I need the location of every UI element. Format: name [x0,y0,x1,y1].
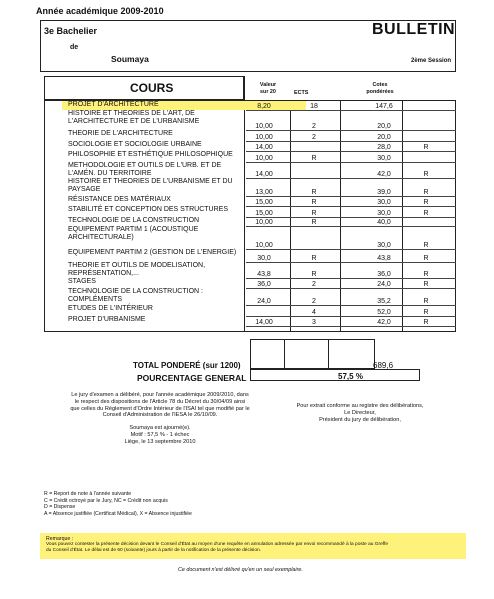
course-name: THEORIE DE L'ARCHITECTURE [68,130,173,137]
table-row [40,178,480,196]
code-cell: R [423,170,429,178]
ects-cell: 3 [312,318,316,326]
valeur-cell: 10,00 [255,218,273,226]
legend-item: C = Crédit octroyé par le Jury, NC = Crédit non acquis [44,497,168,504]
valeur-cell: 14,00 [255,318,273,326]
col-valeur-header: Valeur sur 20 [259,82,277,95]
remark-box [40,533,466,559]
remark-line: Vous pouvez contester la présente décision devant le Conseil d'État au moyen d'une requête en annulation adressée par envoi recommandé à la poste au Greffe [46,542,389,547]
ects-cell: 4 [312,308,316,316]
total-value: 689,6 [373,361,394,370]
cote-cell: 40,0 [377,218,391,226]
signature-line: Pour extrait conforme au registre des délibérations, [296,403,424,409]
col-cotes-header: Cotes pondérées [366,82,394,95]
ects-cell: R [311,270,317,278]
valeur-cell: 14,00 [255,143,273,151]
table-row [40,130,480,141]
ects-cell: R [311,154,317,162]
valeur-cell: 30,0 [257,254,271,262]
code-cell: R [423,254,429,262]
course-name: PROJET D'ARCHITECTURE [68,101,159,108]
course-name: HISTOIRE ET THEORIES DE L'ART, DE L'ARCHITECTURE ET DE L'URBANISME [68,110,200,125]
ects-cell: 2 [312,297,316,305]
table-row [40,305,480,316]
course-name: PROJET D'URBANISME [68,316,146,323]
cote-cell: 28,0 [377,143,391,151]
cote-cell: 20,0 [377,122,391,130]
class-label: 3e Bachelier [44,26,98,36]
col-ects-header: ECTS [294,90,309,96]
valeur-cell: 15,00 [255,209,273,217]
ects-cell: 2 [312,133,316,141]
code-cell: R [423,209,429,217]
table-row [40,196,480,206]
table-row [40,101,480,110]
valeur-cell: 43,8 [257,270,271,278]
code-cell: R [423,188,429,196]
valeur-cell: 10,00 [255,241,273,249]
valeur-cell: 15,00 [255,198,273,206]
cote-cell: 35,2 [377,297,391,305]
cote-cell: 30,0 [377,198,391,206]
cote-cell: 43,8 [377,254,391,262]
legend-item: A = Absence justifiée (Certificat Médical), X = Absence injustifiée [44,510,192,517]
course-name: HISTOIRE ET THEORIES DE L'URBANISME ET DU PAYSAGE [68,178,233,193]
course-name: PHILOSOPHIE ET ESTHÉTIQUE PHILOSOPHIQUE [68,151,233,158]
remark-line: du Conseil d'État. Le délai est de 60 (soixante) jours à partir de la notification de la présente décision. [46,548,262,553]
cote-cell: 36,0 [377,270,391,278]
code-cell: R [423,297,429,305]
cote-cell: 39,0 [377,188,391,196]
code-cell: R [423,270,429,278]
table-row [40,249,480,262]
cote-cell: 42,0 [377,170,391,178]
table-row [40,226,480,249]
valeur-cell: 10,00 [255,133,273,141]
bulletin-title: BULLETIN [372,21,456,38]
jury-line: le respect des dispositions de l'Article 78 du Décret du 30/04/09 ainsi [74,398,246,405]
table-row [40,217,480,226]
cote-cell: 52,0 [377,308,391,316]
academic-year: Année académique 2009-2010 [36,6,164,16]
cours-label: COURS [130,81,174,95]
course-name: EQUIPEMENT PARTIM 2 (GESTION DE L'ENERGIE) [68,249,237,256]
code-cell: R [423,143,429,151]
ects-cell: R [311,209,317,217]
code-cell: R [423,318,429,326]
ects-cell: R [311,254,317,262]
course-name: STABILITÉ ET CONCEPTION DES STRUCTURES [68,206,228,213]
col-divider [328,339,329,369]
course-name: SOCIOLOGIE ET SOCIOLOGIE URBAINE [68,141,202,148]
table-row [40,316,480,326]
remark-title: Remarque : [46,536,74,542]
code-cell: R [423,280,429,288]
totals-box [250,339,375,369]
cote-cell: 147,6 [375,102,393,110]
jury-place-date: Liège, le 13 septembre 2010 [124,438,196,445]
table-row [40,206,480,217]
jury-motif: Motif : 57,5 % - 1 échec [130,431,190,438]
signature-line: Président du jury de délibération, [319,416,401,423]
jury-decision [40,392,280,446]
signature-block [280,403,440,423]
code-cell: R [423,241,429,249]
jury-line: Le jury d'examen a délibéré, pour l'année académique 2009/2010, dans [71,392,249,398]
table-row [40,262,480,278]
valeur-cell: 10,00 [255,154,273,162]
pct-unit: % [355,372,363,381]
table-row [40,110,480,130]
table-row [40,141,480,151]
de-label: de [70,44,79,51]
pct-value: 57,5 % [338,372,363,381]
valeur-cell: 36,0 [257,280,271,288]
valeur-cell: 14,00 [255,170,273,178]
table-row [40,151,480,162]
row-divider [246,326,456,327]
cote-cell: 30,0 [377,209,391,217]
table-row [40,278,480,288]
ects-cell: R [311,218,317,226]
course-name: STAGES [68,278,96,285]
ects-cell: R [311,198,317,206]
signature-line: Le Directeur, [344,409,376,416]
course-name: TECHNOLOGIE DE LA CONSTRUCTION : COMPLÉMENTS [68,288,203,303]
cote-cell: 42,0 [377,318,391,326]
footer-note: Ce document n'est délivré qu'en un seul exemplaire. [178,567,303,573]
ects-cell: R [311,188,317,196]
ects-cell: 2 [312,122,316,130]
ects-cell: 18 [310,102,318,110]
session-label: 2ème Session [411,58,452,64]
valeur-cell: 24,0 [257,297,271,305]
legend-item: D = Dispense [44,504,76,511]
total-label: TOTAL PONDERÉ (sur 1200) [133,361,241,370]
course-name: METHODOLOGIE ET OUTILS DE L'URB. ET DE L'AMÉN. DU TERRITOIRE [68,162,222,177]
legend-item: R = Report de note à l'année suivante [44,491,132,497]
jury-line: que celles du Règlement d'Ordre Intérieur de l'ISAI tel que modifié par le [70,405,250,412]
ects-cell: 2 [312,280,316,288]
code-cell: R [423,308,429,316]
valeur-cell: 10,00 [255,122,273,130]
jury-line: Conseil d'Administration de l'IESA le 26/10/09. [102,412,218,419]
table-row [40,162,480,178]
pct-label: POURCENTAGE GENERAL [137,373,247,383]
cote-cell: 20,0 [377,133,391,141]
table-row [40,288,480,305]
col-divider [284,339,285,369]
course-name: THEORIE ET OUTILS DE MODELISATION, REPRÉSENTATION,... [68,262,206,277]
cote-cell: 30,0 [377,241,391,249]
course-name: TECHNOLOGIE DE LA CONSTRUCTION [68,217,200,224]
code-cell: R [423,198,429,206]
pct-box [250,369,420,381]
cote-cell: 30,0 [377,154,391,162]
valeur-cell: 8,20 [257,102,271,110]
course-name: ETUDES DE L'INTÉRIEUR [68,305,153,312]
jury-result: Soumaya est ajourné(e). [129,425,191,432]
legend [44,491,192,517]
valeur-cell: 13,00 [255,188,273,196]
cote-cell: 24,0 [377,280,391,288]
student-name: Soumaya [111,54,149,64]
course-name: RÉSISTANCE DES MATÉRIAUX [68,196,171,203]
course-name: EQUIPEMENT PARTIM 1 (ACOUSTIQUE ARCHITECTURALE) [68,226,199,241]
